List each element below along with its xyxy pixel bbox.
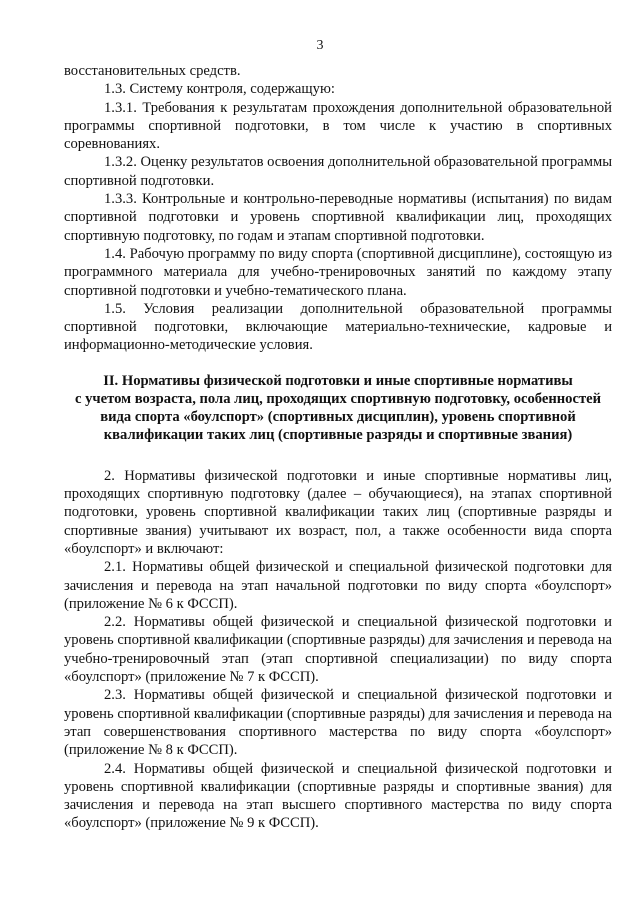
paragraph-2-3: 2.3. Нормативы общей физической и специальной физической подготовки и уровень спортивной квалификации (спортивные разряды) для зачисления и перевода на этап совершенствования спортивного мастерства по виду спорта «боулспорт» (приложение № 8 к ФССП). bbox=[64, 687, 612, 759]
paragraph-2-4: 2.4. Нормативы общей физической и специальной физической подготовки и уровень спортивной квалификации (спортивные разряды и спортивные звания) для зачисления и перевода на этап высшего спортивного мастерства по виду спорта «боулспорт» (приложение № 9 к ФССП). bbox=[64, 760, 612, 832]
paragraph-2: 2. Нормативы физической подготовки и иные спортивные нормативы лиц, проходящих спортивную подготовку (далее – обучающиеся), на этапах спортивной подготовки, уровень спортивной квалификации таких лиц (спортивные разряды и спортивные звания) учитывают их возраст, пол, а также особенности вида спорта «боулспорт» и включают: bbox=[64, 467, 612, 557]
section-heading-line-4: квалификации таких лиц (спортивные разряды и спортивные звания) bbox=[103, 426, 573, 443]
section-heading-line-1: II. Нормативы физической подготовки и иные спортивные нормативы bbox=[103, 372, 573, 389]
paragraph-2-2: 2.2. Нормативы общей физической и специальной физической подготовки и уровень спортивной квалификации (спортивные разряды) для зачисления и перевода на учебно-тренировочный этап (этап спортивной специализации) по виду спорта «боулспорт» (приложение № 7 к ФССП). bbox=[64, 614, 612, 686]
paragraph-1-3: 1.3. Систему контроля, содержащую: bbox=[104, 81, 335, 98]
paragraph-continuation: восстановительных средств. bbox=[64, 63, 241, 79]
paragraph-1-3-1: 1.3.1. Требования к результатам прохождения дополнительной образовательной программы спортивной подготовки, в том числе к участию в спортивных соревнованиях. bbox=[64, 99, 612, 153]
paragraph-1-5: 1.5. Условия реализации дополнительной образовательной программы спортивной подготовки, включающие материально-технические, кадровые и информационно-методические условия. bbox=[64, 300, 612, 354]
section-heading-line-2: с учетом возраста, пола лиц, проходящих спортивную подготовку, особенностей bbox=[75, 390, 601, 407]
paragraph-2-1: 2.1. Нормативы общей физической и специальной физической подготовки для зачисления и перевода на этап начальной подготовки по виду спорта «боулспорт» (приложение № 6 к ФССП). bbox=[64, 559, 612, 612]
section-heading-line-3: вида спорта «боулспорт» (спортивных дисциплин), уровень спортивной bbox=[100, 408, 576, 425]
paragraph-1-4: 1.4. Рабочую программу по виду спорта (спортивной дисциплине), состоящую из программного материала для учебно-тренировочных занятий по каждому этапу спортивной подготовки и учебно-тематического плана. bbox=[64, 245, 612, 299]
page-number: 3 bbox=[316, 38, 324, 53]
section-heading bbox=[64, 372, 612, 444]
paragraph-1-3-3: 1.3.3. Контрольные и контрольно-переводные нормативы (испытания) по видам спортивной подготовки и уровень спортивной квалификации лиц, проходящих спортивную подготовку, по годам и этапам спортивной подготовки. bbox=[64, 191, 612, 244]
document-body bbox=[64, 62, 612, 833]
paragraph-1-3-2: 1.3.2. Оценку результатов освоения дополнительной образовательной программы спортивной подготовки. bbox=[64, 154, 612, 189]
